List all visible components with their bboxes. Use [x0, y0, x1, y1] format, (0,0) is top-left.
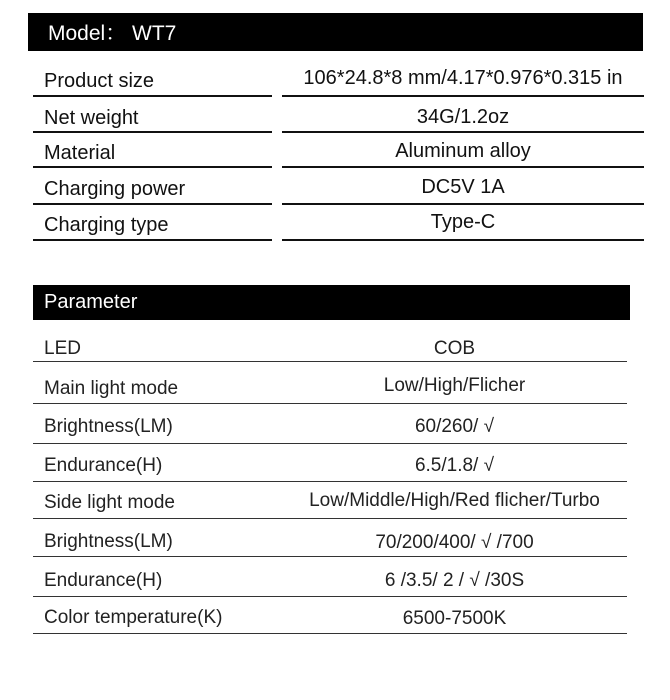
spec-label-rule: [33, 166, 272, 168]
param-value-side-endurance: 6 /3.5/ 2 / √ /30S: [384, 570, 525, 591]
spec-label-rule: [33, 95, 272, 97]
param-row-rule: [33, 361, 627, 362]
spec-value-rule: [282, 239, 644, 241]
param-label-color-temperature: Color temperature(K): [44, 607, 223, 628]
param-label-side-endurance: Endurance(H): [44, 570, 163, 591]
param-label-led: LED: [44, 338, 81, 359]
param-value-side-light-mode: Low/Middle/High/Red flicher/Turbo: [309, 490, 600, 511]
param-label-main-brightness: Brightness(LM): [44, 416, 173, 437]
spec-label-material: Material: [44, 142, 116, 164]
param-label-side-brightness: Brightness(LM): [44, 531, 173, 552]
param-row-rule: [33, 596, 627, 597]
spec-value-rule: [282, 131, 644, 133]
param-value-side-brightness: 70/200/400/ √ /700: [375, 532, 534, 553]
spec-label-rule: [33, 203, 272, 205]
spec-label-rule: [33, 239, 272, 241]
param-value-main-brightness: 60/260/ √: [414, 416, 495, 437]
param-value-main-endurance: 6.5/1.8/ √: [414, 455, 495, 476]
param-row-rule: [33, 443, 627, 444]
param-value-led: COB: [433, 338, 476, 359]
model-header: [28, 13, 643, 51]
param-value-main-light-mode: Low/High/Flicher: [383, 375, 526, 396]
param-label-main-light-mode: Main light mode: [44, 378, 179, 399]
param-row-rule: [33, 633, 627, 634]
spec-label-charging-type: Charging type: [44, 214, 169, 236]
spec-value-rule: [282, 203, 644, 205]
spec-value-charging-type: Type-C: [430, 211, 496, 233]
spec-label-charging-power: Charging power: [44, 178, 186, 200]
spec-label-product-size: Product size: [44, 70, 155, 92]
spec-value-charging-power: DC5V 1A: [421, 176, 505, 198]
spec-label-rule: [33, 131, 272, 133]
param-row-rule: [33, 403, 627, 404]
spec-value-rule: [282, 166, 644, 168]
parameter-title: Parameter: [44, 291, 138, 313]
spec-value-rule: [282, 95, 644, 97]
param-label-main-endurance: Endurance(H): [44, 455, 163, 476]
param-row-rule: [33, 481, 627, 482]
parameter-header: [33, 285, 630, 320]
spec-value-material: Aluminum alloy: [395, 140, 531, 162]
param-row-rule: [33, 556, 627, 557]
param-label-side-light-mode: Side light mode: [44, 492, 175, 513]
spec-label-net-weight: Net weight: [44, 107, 139, 129]
param-value-color-temperature: 6500-7500K: [402, 608, 507, 629]
spec-value-product-size: 106*24.8*8 mm/4.17*0.976*0.315 in: [303, 67, 623, 89]
param-row-rule: [33, 518, 627, 519]
model-title: Model： WT7: [48, 22, 177, 45]
spec-value-net-weight: 34G/1.2oz: [416, 106, 510, 128]
